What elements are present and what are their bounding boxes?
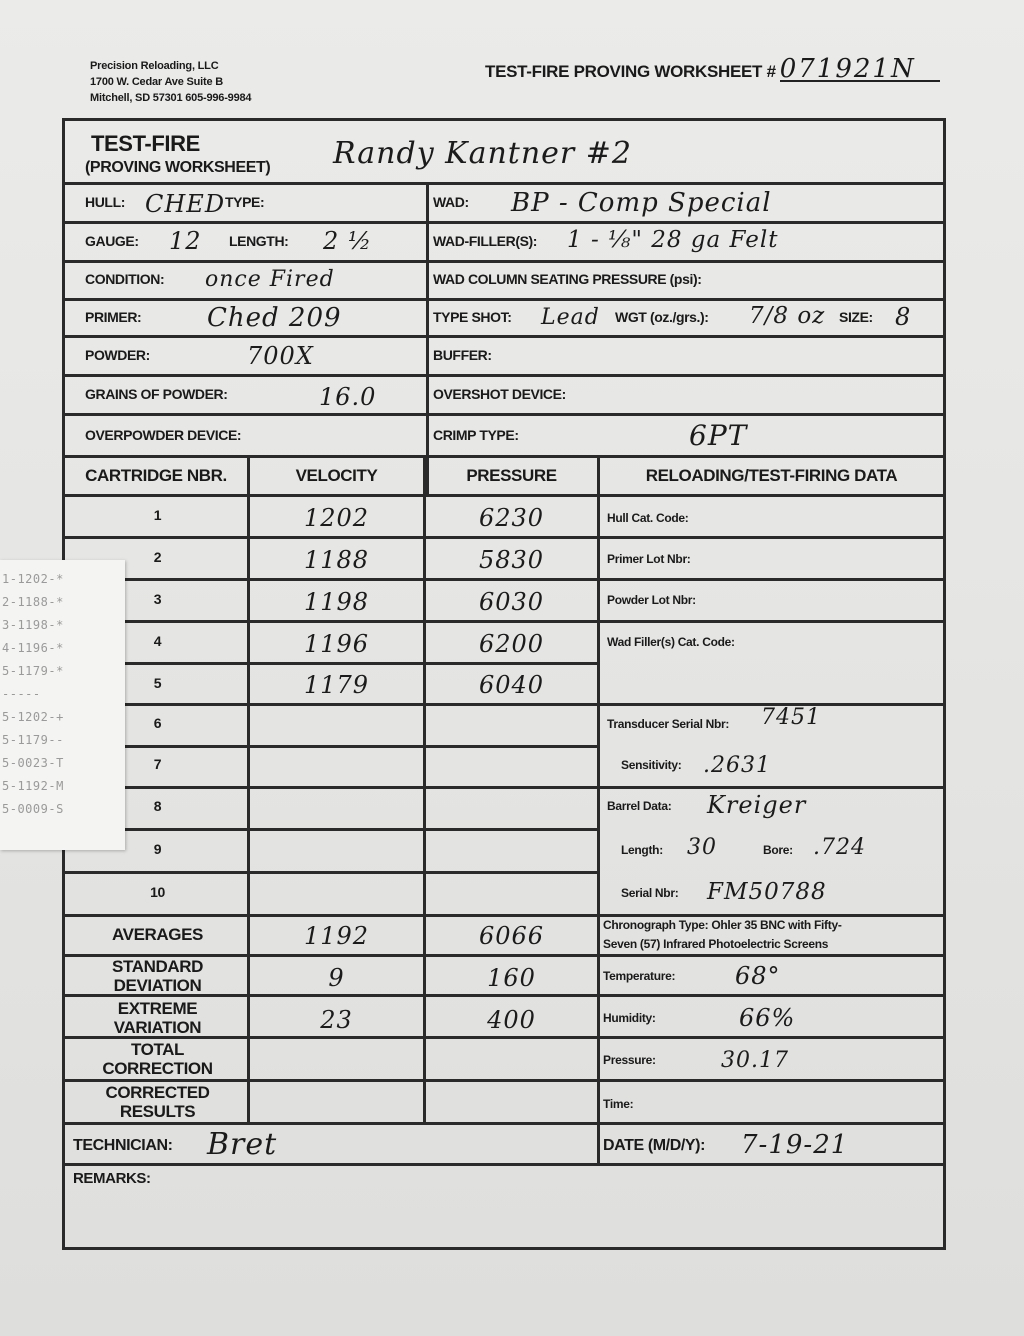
cartridge-number: 9	[153, 841, 162, 857]
buffer-label: BUFFER:	[433, 347, 492, 363]
technician-value: Bret	[207, 1127, 278, 1162]
printout-line: 4-1196-*	[2, 641, 64, 655]
powder-value: 700X	[247, 342, 314, 370]
printout-line: 5-1192-M	[2, 779, 64, 793]
wad-label: WAD:	[433, 194, 469, 210]
cartridge-number: 3	[153, 591, 162, 607]
humidity-label: Humidity:	[603, 1011, 656, 1025]
time-label: Time:	[603, 1097, 634, 1111]
col-reloading-header: RELOADING/TEST-FIRING DATA	[645, 466, 898, 485]
type-shot-value: Lead	[541, 305, 600, 330]
velocity-value: 1198	[303, 588, 370, 616]
length-label: LENGTH:	[229, 233, 289, 249]
hull-label: HULL:	[85, 194, 125, 210]
velocity-value: 1202	[303, 504, 370, 532]
cartridge-number: 10	[150, 884, 165, 900]
grains-value: 16.0	[319, 383, 377, 411]
velocity-value: 1179	[303, 671, 370, 699]
humidity-value: 66%	[739, 1004, 796, 1032]
date-value: 7-19-21	[741, 1130, 849, 1160]
extreme-variation-label: EXTREME VARIATION	[113, 999, 202, 1037]
company-address-line2: Mitchell, SD 57301 605-996-9984	[90, 92, 252, 104]
temperature-value: 68°	[735, 962, 781, 990]
pressure-value: 6200	[478, 630, 545, 658]
wad-filler-value: 1 - ⅛" 28 ga Felt	[567, 227, 779, 253]
extreme-velocity-value: 23	[320, 1006, 353, 1034]
weight-label: WGT (oz./grs.):	[615, 309, 709, 325]
pressure-atm-value: 30.17	[721, 1048, 789, 1073]
cartridge-number: 7	[153, 756, 162, 772]
velocity-value: 1188	[303, 546, 370, 574]
stddev-velocity-value: 9	[328, 964, 345, 992]
extreme-pressure-value: 400	[487, 1006, 536, 1034]
sensitivity-value: .2631	[703, 753, 771, 778]
test-fire-form	[62, 118, 946, 1250]
bore-value: .724	[813, 835, 866, 860]
overshot-label: OVERSHOT DEVICE:	[433, 386, 566, 402]
stddev-pressure-value: 160	[487, 964, 536, 992]
corrected-results-label: CORRECTED RESULTS	[105, 1083, 210, 1121]
serial-number-value: FM50788	[707, 879, 827, 905]
hull-cat-code-label: Hull Cat. Code:	[607, 511, 689, 525]
col-velocity-header: VELOCITY	[295, 466, 378, 485]
powder-label: POWDER:	[85, 347, 150, 363]
transducer-label: Transducer Serial Nbr:	[607, 717, 730, 731]
overpowder-label: OVERPOWDER DEVICE:	[85, 427, 242, 443]
barrel-data-value: Kreiger	[707, 791, 807, 819]
type-label: TYPE:	[225, 194, 265, 210]
gauge-value: 12	[169, 227, 202, 255]
form-title: TEST-FIRE	[91, 131, 200, 156]
printout-line: 5-1179-*	[2, 664, 64, 678]
velocity-value: 1196	[303, 630, 370, 658]
printout-line: 3-1198-*	[2, 618, 64, 632]
primer-label: PRIMER:	[85, 309, 142, 325]
avg-pressure-value: 6066	[478, 922, 545, 950]
customer-name: Randy Kantner #2	[333, 136, 633, 171]
avg-velocity-value: 1192	[303, 922, 370, 950]
bore-label: Bore:	[763, 843, 793, 857]
col-cartridge-header: CARTRIDGE NBR.	[85, 466, 227, 485]
temperature-label: Temperature:	[603, 969, 676, 983]
printout-line: 5-1202-+	[2, 710, 64, 724]
total-correction-label: TOTAL CORRECTION	[102, 1040, 213, 1078]
cartridge-number: 6	[153, 715, 162, 731]
date-label: DATE (M/D/Y):	[603, 1137, 706, 1154]
barrel-length-label: Length:	[621, 843, 663, 857]
primer-lot-label: Primer Lot Nbr:	[607, 552, 691, 566]
crimp-label: CRIMP TYPE:	[433, 427, 519, 443]
remarks-label: REMARKS:	[73, 1170, 151, 1187]
wad-value: BP - Comp Special	[511, 188, 772, 218]
grains-label: GRAINS OF POWDER:	[85, 386, 228, 402]
company-name: Precision Reloading, LLC	[90, 60, 219, 72]
cartridge-number: 4	[153, 633, 162, 649]
chronograph-printout	[0, 560, 125, 850]
sensitivity-label: Sensitivity:	[621, 758, 682, 772]
weight-value: 7/8 oz	[749, 303, 826, 329]
barrel-data-label: Barrel Data:	[607, 799, 672, 813]
barrel-length-value: 30	[687, 835, 717, 860]
chronograph-type: Chronograph Type: Ohler 35 BNC with Fifty- Seven (57) Infrared Photoelectric Screens	[603, 918, 842, 951]
length-value: 2 ½	[323, 227, 373, 255]
size-label: SIZE:	[839, 309, 873, 325]
type-shot-label: TYPE SHOT:	[433, 309, 512, 325]
company-header	[90, 58, 251, 106]
hull-value: CHED	[145, 190, 226, 218]
gauge-label: GAUGE:	[85, 233, 139, 249]
pressure-value: 6040	[478, 671, 545, 699]
primer-value: Ched 209	[207, 303, 342, 333]
condition-value: once Fired	[205, 267, 335, 292]
technician-label: TECHNICIAN:	[73, 1137, 173, 1154]
cartridge-number: 1	[153, 507, 162, 523]
wad-filler-cat-label: Wad Filler(s) Cat. Code:	[607, 635, 735, 649]
printout-line: 5-0023-T	[2, 756, 64, 770]
serial-number-label: Serial Nbr:	[621, 886, 679, 900]
powder-lot-label: Powder Lot Nbr:	[607, 593, 696, 607]
averages-label: AVERAGES	[112, 925, 203, 944]
printout-line: 5-0009-S	[2, 802, 64, 816]
pressure-value: 6030	[478, 588, 545, 616]
size-value: 8	[895, 303, 912, 331]
seating-pressure-label: WAD COLUMN SEATING PRESSURE (psi):	[433, 271, 702, 287]
cartridge-number: 5	[153, 675, 162, 691]
pressure-value: 5830	[478, 546, 545, 574]
worksheet-number: 071921N	[780, 58, 940, 82]
condition-label: CONDITION:	[85, 271, 165, 287]
worksheet-heading	[485, 54, 940, 84]
printout-line: -----	[2, 687, 41, 701]
form-subtitle: (PROVING WORKSHEET)	[85, 159, 271, 176]
cartridge-number: 2	[153, 549, 162, 565]
printout-line: 2-1188-*	[2, 595, 64, 609]
pressure-value: 6230	[478, 504, 545, 532]
pressure-atm-label: Pressure:	[603, 1053, 656, 1067]
transducer-value: 7451	[761, 705, 821, 730]
company-address-line1: 1700 W. Cedar Ave Suite B	[90, 76, 223, 88]
crimp-value: 6PT	[689, 419, 748, 452]
worksheet-heading-label: TEST-FIRE PROVING WORKSHEET #	[485, 62, 776, 81]
printout-line: 5-1179--	[2, 733, 64, 747]
col-pressure-header: PRESSURE	[466, 466, 557, 485]
wad-filler-label: WAD-FILLER(S):	[433, 233, 538, 249]
stddev-label: STANDARD DEVIATION	[112, 957, 203, 995]
cartridge-number: 8	[153, 798, 162, 814]
printout-line: 1-1202-*	[2, 572, 64, 586]
